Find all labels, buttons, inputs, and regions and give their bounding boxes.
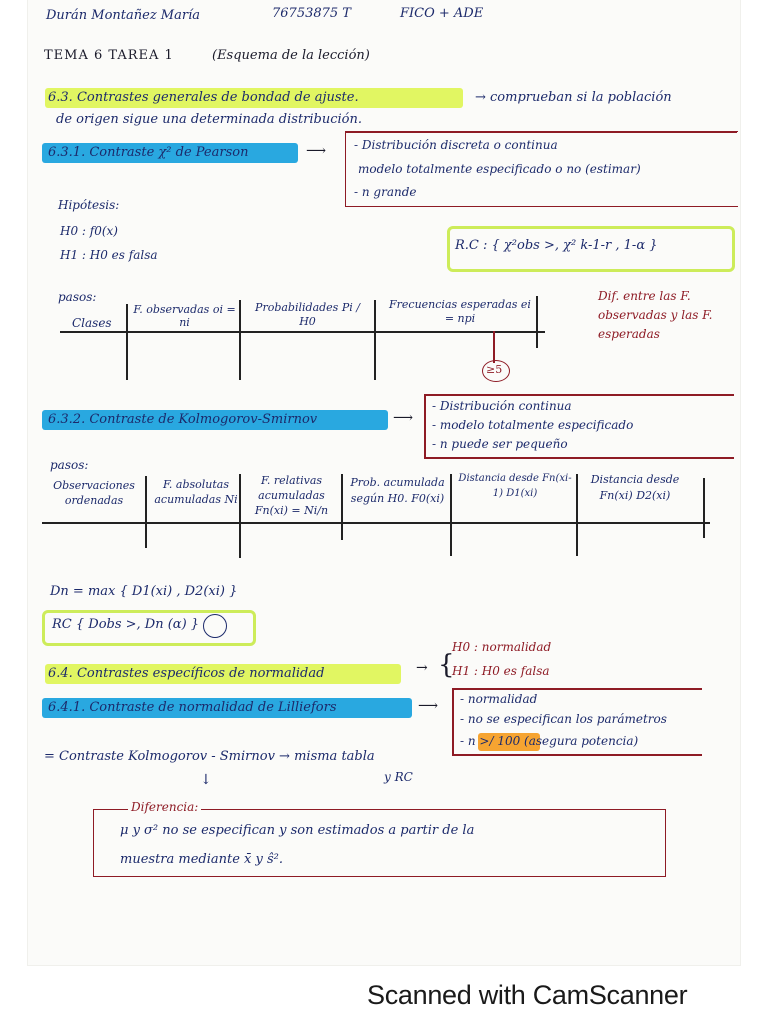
difference-label: Diferencia: (128, 800, 201, 814)
table-vline (341, 474, 343, 540)
student-name: Durán Montañez María (46, 8, 200, 23)
divider (424, 457, 734, 459)
col-header-prob-cum: Prob. acumulada según H0. F0(xi) (350, 476, 445, 505)
page-title: TEMA 6 TAREA 1 (44, 48, 174, 63)
section-6-3-heading: 6.3. Contrastes generales de bondad de ajuste. (48, 90, 359, 105)
bullet-n-large: - n grande (354, 185, 417, 199)
col-header-ordered: Observaciones ordenadas (53, 479, 135, 507)
table-vline (239, 474, 241, 558)
bullet-continuous: - Distribución continua (432, 399, 572, 413)
table-vline (374, 300, 376, 380)
hypothesis-h1: H1 : H0 es falsa (60, 248, 158, 262)
divider (424, 394, 426, 458)
table-vline (145, 476, 147, 548)
same-as-ks: = Contraste Kolmogorov - Smirnov → misma tabla (44, 749, 375, 764)
arrow-icon: ⟶ (393, 410, 414, 426)
student-id: 76753875 T (272, 6, 351, 21)
difference-text-2: muestra mediante x̄ y ŝ². (120, 852, 284, 867)
arrow-icon: → (416, 660, 428, 676)
dn-max: Dn = max { D1(xi) , D2(xi) } (50, 584, 238, 599)
divider (345, 131, 737, 133)
bullet-model: modelo totalmente especificado o no (estimar) (358, 162, 641, 176)
page-subtitle: (Esquema de la lección) (212, 48, 370, 63)
table-vline (703, 478, 705, 538)
table-vline (126, 304, 128, 380)
arrow-icon: ⟶ (418, 698, 439, 714)
section-6-4-1-heading: 6.4.1. Contraste de normalidad de Lilliefors (48, 700, 337, 715)
difference-annotation: Dif. entre las F. observadas y las F. esperadas (598, 289, 713, 341)
down-arrow-icon: ↓ (200, 772, 212, 788)
brace-icon: { (438, 650, 455, 680)
col-header-classes: Clases (72, 316, 112, 330)
bullet-n-100: - n >/ 100 (asegura potencia) (460, 734, 639, 748)
hypothesis-h0: H0 : f0(x) (60, 224, 118, 238)
steps-label: pasos: (50, 458, 89, 472)
table-vline (576, 474, 578, 556)
section-6-3-desc-2: de origen sigue una determinada distribución. (56, 112, 363, 127)
hypotheses-label: Hipótesis: (58, 198, 120, 212)
col-header-abs-cum: F. absolutas acumuladas Ni (154, 478, 238, 506)
col-header-observed: F. observadas oi = ni (133, 303, 236, 329)
section-6-4-heading: 6.4. Contrastes específicos de normalidad (48, 666, 325, 681)
bullet-distribution: - Distribución discreta o continua (354, 138, 558, 152)
section-6-3-1-heading: 6.3.1. Contraste χ² de Pearson (48, 145, 249, 160)
bullet-normality: - normalidad (460, 692, 538, 706)
bullet-model: - modelo totalmente especificado (432, 418, 634, 432)
table-rule (60, 331, 545, 333)
col-header-d1: Distancia desde Fn(xi-1) D1(xi) (458, 473, 572, 499)
table-vline (450, 474, 452, 556)
steps-label: pasos: (58, 290, 97, 304)
table-vline (239, 300, 241, 380)
scanner-watermark: Scanned with CamScanner (367, 980, 688, 1010)
bullet-parameters: - no se especifican los parámetros (460, 712, 667, 726)
col-header-d2: Distancia desde Fn(xi) D2(xi) (590, 473, 680, 502)
normality-h1: H1 : H0 es falsa (452, 664, 550, 678)
normality-h0: H0 : normalidad (452, 640, 552, 654)
alpha-circle (203, 614, 227, 638)
table-vline (536, 296, 538, 348)
section-6-3-desc-1: → comprueban si la población (475, 90, 672, 105)
ge5-label: ≥5 (486, 363, 503, 376)
table-rule (42, 522, 710, 524)
divider (452, 754, 702, 756)
col-header-probabilities: Probabilidades Pi / H0 (255, 301, 360, 328)
divider (452, 688, 454, 754)
col-header-expected: Frecuencias esperadas ei = npi (389, 298, 531, 325)
arrow-icon: ⟶ (306, 143, 327, 159)
bullet-n-small: - n puede ser pequeño (432, 437, 568, 451)
critical-region: RC { Dobs >, Dn (α) } (52, 617, 200, 632)
course-label: FICO + ADE (400, 6, 484, 21)
difference-text-1: μ y σ² no se especifican y son estimados a partir de la (120, 823, 475, 838)
divider (424, 394, 734, 396)
section-6-3-2-heading: 6.3.2. Contraste de Kolmogorov-Smirnov (48, 412, 318, 427)
arrow-line (493, 331, 495, 363)
col-header-rel-cum: F. relativas acumuladas Fn(xi) = Ni/n (254, 474, 329, 517)
same-rc: y RC (384, 770, 413, 784)
critical-region: R.C : { χ²obs >, χ² k-1-r , 1-α } (455, 238, 658, 253)
divider (452, 688, 702, 690)
